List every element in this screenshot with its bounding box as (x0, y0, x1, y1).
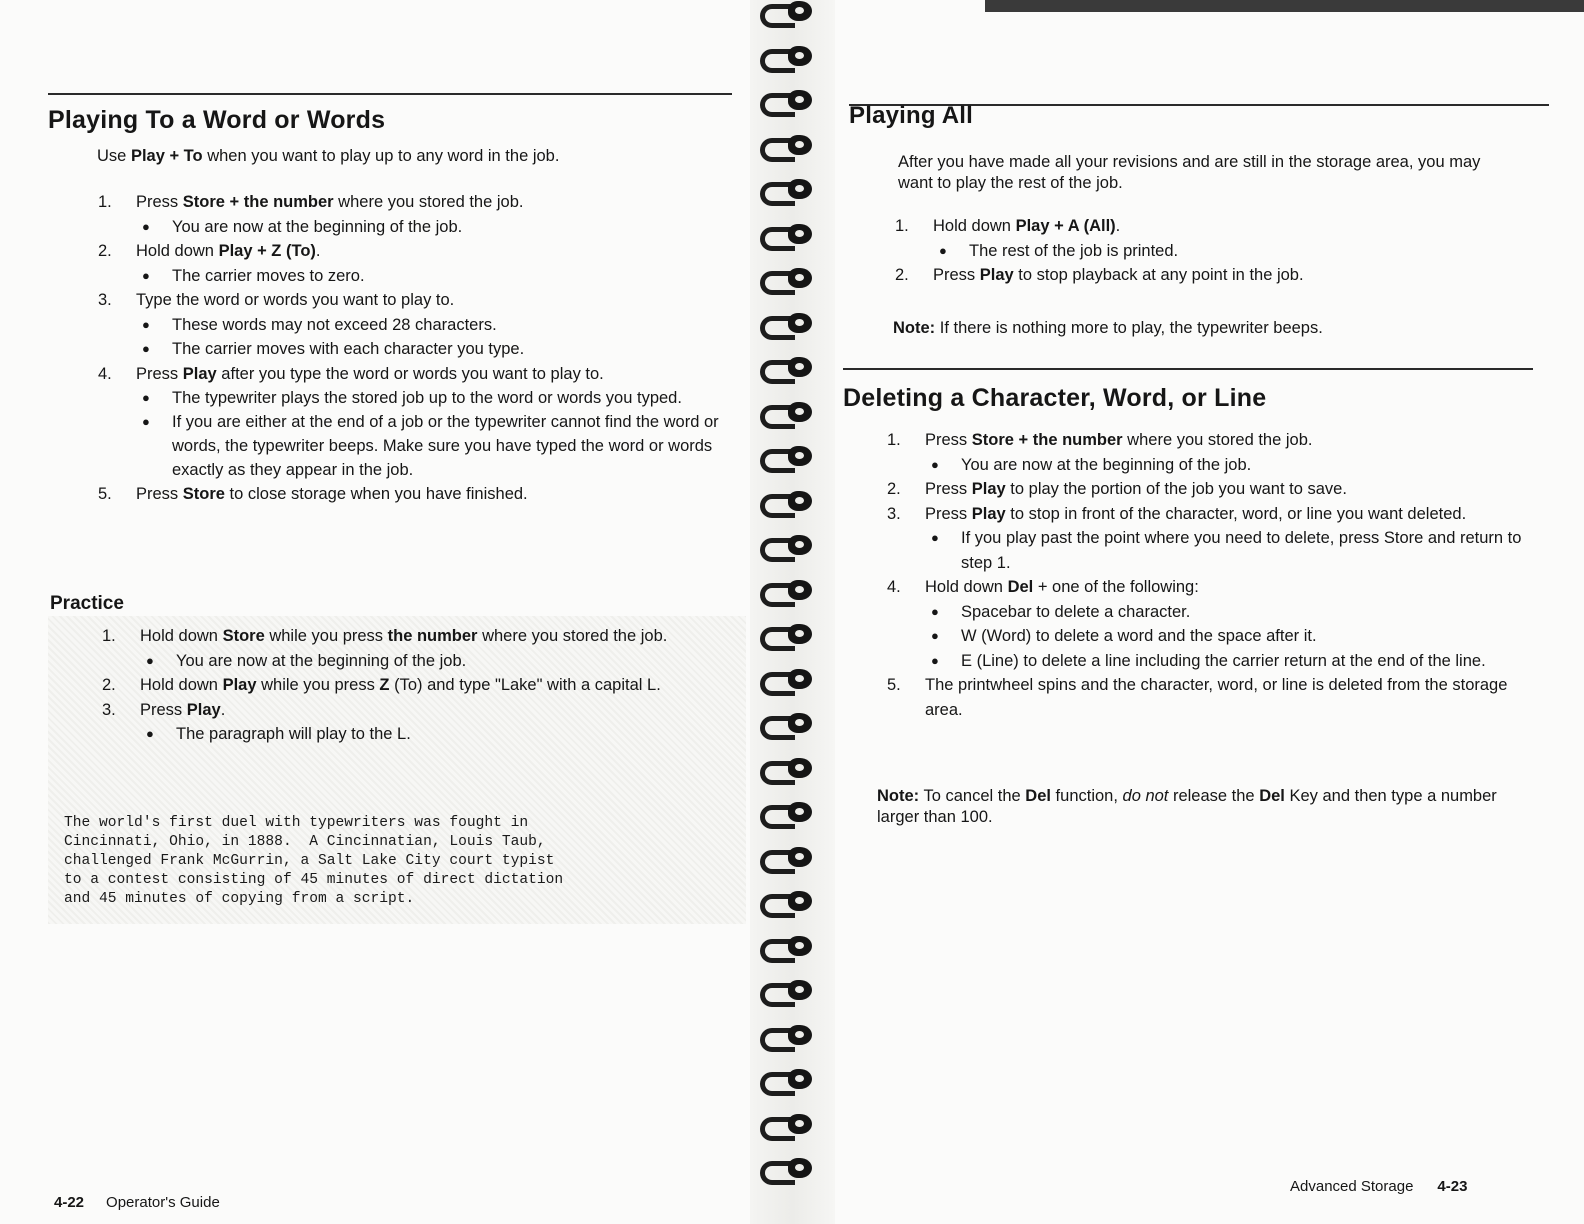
list-item: 3. Press Play. ● The paragraph will play to the L. (102, 698, 714, 747)
steps-playing-all (895, 214, 1515, 288)
bullet-icon: ● (146, 652, 154, 668)
page-number: 4-22 (54, 1194, 85, 1211)
spiral-coil (758, 623, 824, 649)
footer-title: Advanced Storage (1290, 1178, 1414, 1195)
spiral-coil (758, 445, 824, 471)
list-item: 5. Press Store to close storage when you have finished. (98, 485, 528, 503)
list-item: 2. Hold down Play while you press Z (To) and type "Lake" with a capital L. (102, 676, 661, 694)
spiral-coil (758, 801, 824, 827)
spiral-coil (758, 1113, 824, 1139)
list-item: ● The typewriter plays the stored job up to the word or words you typed. (136, 386, 728, 410)
list-item: ● If you are either at the end of a job or the typewriter cannot find the word or words, the typewriter beeps. Make sure you have typed the word or words exactly as they appear in the job. (136, 410, 728, 482)
spiral-coil (758, 979, 824, 1005)
list-item: ● The rest of the job is printed. (933, 239, 1515, 264)
spiral-coil (758, 846, 824, 872)
list-item: ● The carrier moves with each character you type. (136, 337, 728, 362)
list-item: 1. Press Store + the number where you stored the job. ● You are now at the beginning of the job. (887, 428, 1527, 477)
bullet-icon: ● (142, 267, 150, 283)
list-item: 2. Press Play to stop playback at any point in the job. (895, 266, 1304, 284)
heading-playing-all: Playing All (849, 102, 974, 129)
list-item: 4. Press Play after you type the word or words you want to play to. ● The typewriter plays the stored job up to the word or words you typed. ● If you are either at the end of a job or the typewriter cannot find the word or words, the typewriter beeps. Make sure you have typed the word or words exactly as they appear in the job. (98, 362, 728, 483)
right-page (835, 0, 1584, 1224)
list-item: 2. Hold down Play + Z (To). ● The carrier moves to zero. (98, 239, 728, 288)
spiral-coil (758, 356, 824, 382)
section-rule (48, 93, 732, 95)
list-item: ● The paragraph will play to the L. (140, 722, 714, 747)
list-item: ● E (Line) to delete a line including the carrier return at the end of the line. (925, 649, 1527, 674)
list-item: 1. Press Store + the number where you stored the job. ● You are now at the beginning of the job. (98, 190, 728, 239)
spiral-coil (758, 401, 824, 427)
heading-deleting: Deleting a Character, Word, or Line (843, 384, 1267, 412)
bullet-icon: ● (931, 530, 939, 545)
list-item: 5. The printwheel spins and the character, word, or line is deleted from the storage area. (887, 676, 1508, 719)
spiral-coil (758, 712, 824, 738)
steps-playing-to (98, 190, 728, 507)
list-item: ● Spacebar to delete a character. (925, 600, 1527, 625)
spiral-coil (758, 45, 824, 71)
bullet-icon: ● (939, 242, 947, 258)
note-deleting: Note: To cancel the Del function, do not release the Del Key and then type a number larger than 100. (877, 787, 1497, 826)
bullet-icon: ● (146, 726, 154, 741)
intro-playing-all: After you have made all your revisions and are still in the storage area, you may want to play the rest of the job. (898, 153, 1481, 192)
list-item: ● You are now at the beginning of the job. (925, 453, 1527, 478)
bullet-icon: ● (142, 390, 150, 405)
list-item: 2. Press Play to play the portion of the job you want to save. (887, 480, 1347, 498)
bullet-icon: ● (931, 456, 939, 472)
list-item: 4. Hold down Del + one of the following: ● Spacebar to delete a character. ● W (Word) to delete a word and the space after it. ● E (Line) to delete a line including the carrier return at the end of the line. (887, 575, 1527, 673)
intro-playing-to: Use Play + To when you want to play up to any word in the job. (97, 147, 560, 165)
list-item: 1. Hold down Store while you press the number where you stored the job. ● You are now at the beginning of the job. (102, 624, 714, 673)
spiral-coil (758, 1024, 824, 1050)
footer-right (1290, 1178, 1467, 1195)
footer-left (54, 1194, 220, 1211)
left-page (0, 0, 750, 1224)
bullet-icon: ● (931, 603, 939, 619)
spiral-coil (758, 579, 824, 605)
bullet-icon: ● (142, 218, 150, 234)
spiral-coil (758, 534, 824, 560)
list-item: 1. Hold down Play + A (All). ● The rest of the job is printed. (895, 214, 1515, 263)
spiral-coil (758, 935, 824, 961)
list-item: ● The carrier moves to zero. (136, 264, 728, 289)
steps-practice (102, 624, 714, 747)
spiral-coil (758, 223, 824, 249)
bullet-icon: ● (142, 341, 150, 356)
page-number: 4-23 (1437, 1178, 1468, 1195)
list-item: 3. Press Play to stop in front of the character, word, or line you want deleted. ● If you play past the point where you need to delete, press Store and return to step 1. (887, 502, 1527, 576)
bullet-icon: ● (142, 414, 150, 429)
top-band (985, 0, 1584, 12)
note-playing-all: Note: If there is nothing more to play, the typewriter beeps. (893, 319, 1323, 337)
spiral-coil (758, 1068, 824, 1094)
spiral-coil (758, 1157, 824, 1183)
spiral-coil (758, 0, 824, 26)
bullet-icon: ● (142, 316, 150, 332)
list-item: ● You are now at the beginning of the job. (136, 215, 728, 240)
bullet-icon: ● (931, 628, 939, 643)
spiral-coil (758, 312, 824, 338)
typed-practice-text: The world's first duel with typewriters was fought in Cincinnati, Ohio, in 1888. A Cincinnatian, Louis Taub, challenged Frank McGurrin, a Salt Lake City court typist to a contest consisting of 45 minutes of direct dictation and 45 minutes of copying from a script. (64, 815, 564, 907)
steps-deleting (887, 428, 1527, 722)
footer-title: Operator's Guide (106, 1194, 220, 1211)
heading-playing-to-word: Playing To a Word or Words (48, 106, 386, 134)
spiral-coil (758, 490, 824, 516)
spiral-coil (758, 757, 824, 783)
list-item: ● You are now at the beginning of the job. (140, 649, 714, 674)
list-item: ● If you play past the point where you need to delete, press Store and return to step 1. (925, 526, 1527, 575)
spiral-coil (758, 89, 824, 115)
bullet-icon: ● (931, 652, 939, 668)
list-item: 3. Type the word or words you want to play to. ● These words may not exceed 28 characters. ● The carrier moves with each character you type. (98, 288, 728, 362)
list-item: ● These words may not exceed 28 characters. (136, 313, 728, 338)
spiral-coil (758, 134, 824, 160)
spiral-binding (750, 0, 835, 1224)
section-rule (843, 368, 1533, 370)
spiral-coil (758, 267, 824, 293)
list-item: ● W (Word) to delete a word and the space after it. (925, 624, 1527, 649)
spiral-coil (758, 668, 824, 694)
spiral-coil (758, 178, 824, 204)
spiral-coil (758, 890, 824, 916)
heading-practice: Practice (50, 593, 124, 614)
